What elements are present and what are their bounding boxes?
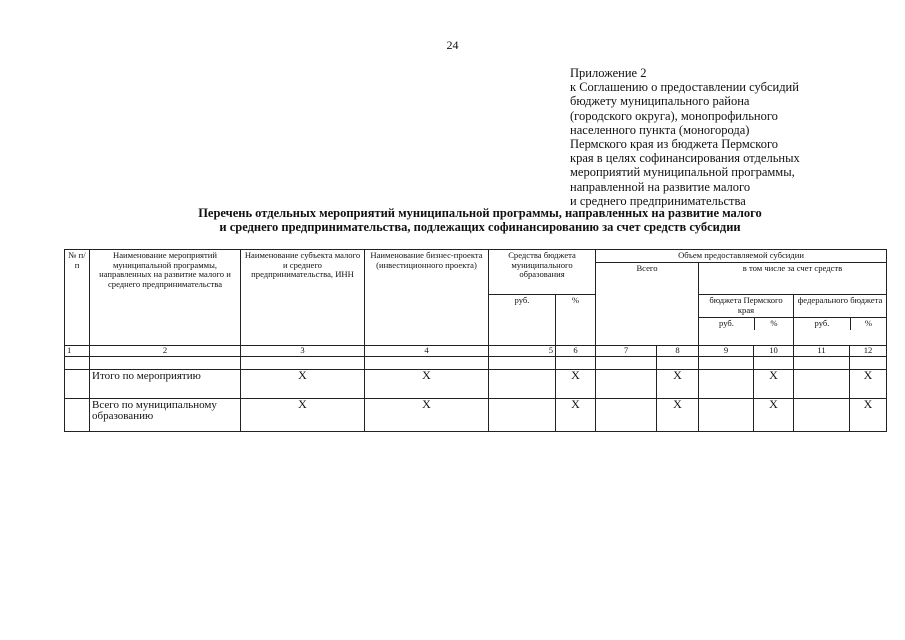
table-row (65, 398, 887, 431)
empty-cell (699, 356, 754, 369)
blank-row (65, 356, 887, 369)
empty-cell (596, 398, 657, 431)
appendix-line: мероприятий муниципальной программы, (570, 165, 795, 180)
empty-cell (556, 356, 596, 369)
column-number: 2 (90, 346, 241, 357)
empty-cell (850, 356, 887, 369)
appendix-line: края в целях софинансирования отдельных (570, 151, 800, 166)
appendix-line: Приложение 2 (570, 66, 647, 80)
empty-cell (241, 356, 365, 369)
header-pct: % (556, 295, 596, 346)
header-num: № п/п (65, 250, 90, 346)
x-mark: Х (556, 398, 596, 431)
regional-budget-label: бюджета Пермского края (699, 295, 793, 318)
x-mark: Х (657, 369, 699, 398)
row-label-grand-total: Всего по муниципальному образованию (90, 398, 241, 431)
column-number: 12 (850, 346, 887, 357)
header-row (65, 250, 887, 263)
page-number: 24 (446, 38, 459, 52)
header-rub: руб. (489, 295, 556, 346)
header-subsidy-volume: Объем предоставляемой субсидии (596, 250, 887, 263)
x-mark: Х (657, 398, 699, 431)
x-mark: Х (241, 369, 365, 398)
empty-cell (699, 398, 754, 431)
x-mark: Х (556, 369, 596, 398)
empty-cell (489, 356, 556, 369)
column-number: 8 (657, 346, 699, 357)
empty-cell (657, 356, 699, 369)
events-table (64, 249, 887, 432)
empty-cell (699, 369, 754, 398)
appendix-line: и среднего предпринимательства (570, 193, 746, 208)
appendix-line: (городского округа), монопрофильного (570, 108, 778, 123)
x-mark: Х (754, 369, 794, 398)
column-number: 1 (65, 346, 90, 357)
title-line-2: и среднего предпринимательства, подлежащих софинансированию за счет средств субсидии (219, 220, 741, 234)
column-number: 9 (699, 346, 754, 357)
header-pct: % (770, 318, 778, 328)
empty-cell (754, 356, 794, 369)
header-including: в том числе за счет средств (699, 262, 887, 294)
empty-cell (65, 398, 90, 431)
table-row (65, 369, 887, 398)
empty-cell (65, 369, 90, 398)
header-pct: % (864, 318, 873, 328)
empty-cell (365, 356, 489, 369)
empty-cell (90, 356, 241, 369)
column-number: 7 (596, 346, 657, 357)
empty-cell (489, 398, 556, 431)
appendix-header (570, 66, 890, 208)
column-number: 3 (241, 346, 365, 357)
header-subject: Наименование субъекта малого и среднего предпринимательства, ИНН (241, 250, 365, 346)
document-title (95, 206, 865, 234)
x-mark: Х (754, 398, 794, 431)
header-total: Всего (596, 262, 699, 345)
header-project: Наименование бизнес-проекта (инвестиционного проекта) (365, 250, 489, 346)
x-mark: Х (365, 369, 489, 398)
column-number: 4 (365, 346, 489, 357)
empty-cell (794, 369, 850, 398)
header-federal-budget (794, 295, 887, 346)
appendix-line: направленной на развитие малого (570, 179, 751, 194)
header-rub: руб. (794, 318, 851, 330)
x-mark: Х (365, 398, 489, 431)
header-event: Наименование мероприятий муниципальной программы, направленных на развитие малого и среднего предпринимательства (90, 250, 241, 346)
column-number: 11 (794, 346, 850, 357)
empty-cell (596, 369, 657, 398)
column-number: 5 (489, 346, 556, 357)
appendix-line: к Соглашению о предоставлении субсидий (570, 80, 799, 95)
header-municipal-funds: Средства бюджета муниципального образования (489, 250, 596, 295)
column-number-row (65, 346, 887, 357)
header-rub: руб. (699, 318, 755, 330)
title-line-1: Перечень отдельных мероприятий муниципальной программы, направленных на развитие малого (198, 206, 762, 220)
x-mark: Х (850, 398, 887, 431)
column-number: 10 (754, 346, 794, 357)
header-regional-budget (699, 295, 794, 346)
empty-cell (65, 356, 90, 369)
appendix-line: Пермского края из бюджета Пермского (570, 137, 779, 152)
empty-cell (596, 356, 657, 369)
row-label-total-event: Итого по мероприятию (90, 369, 241, 398)
column-number: 6 (556, 346, 596, 357)
x-mark: Х (850, 369, 887, 398)
appendix-line: населенного пункта (моногорода) (570, 122, 750, 137)
x-mark: Х (241, 398, 365, 431)
empty-cell (489, 369, 556, 398)
appendix-line: бюджету муниципального района (570, 94, 750, 109)
empty-cell (794, 398, 850, 431)
federal-budget-label: федерального бюджета (794, 295, 886, 318)
empty-cell (794, 356, 850, 369)
